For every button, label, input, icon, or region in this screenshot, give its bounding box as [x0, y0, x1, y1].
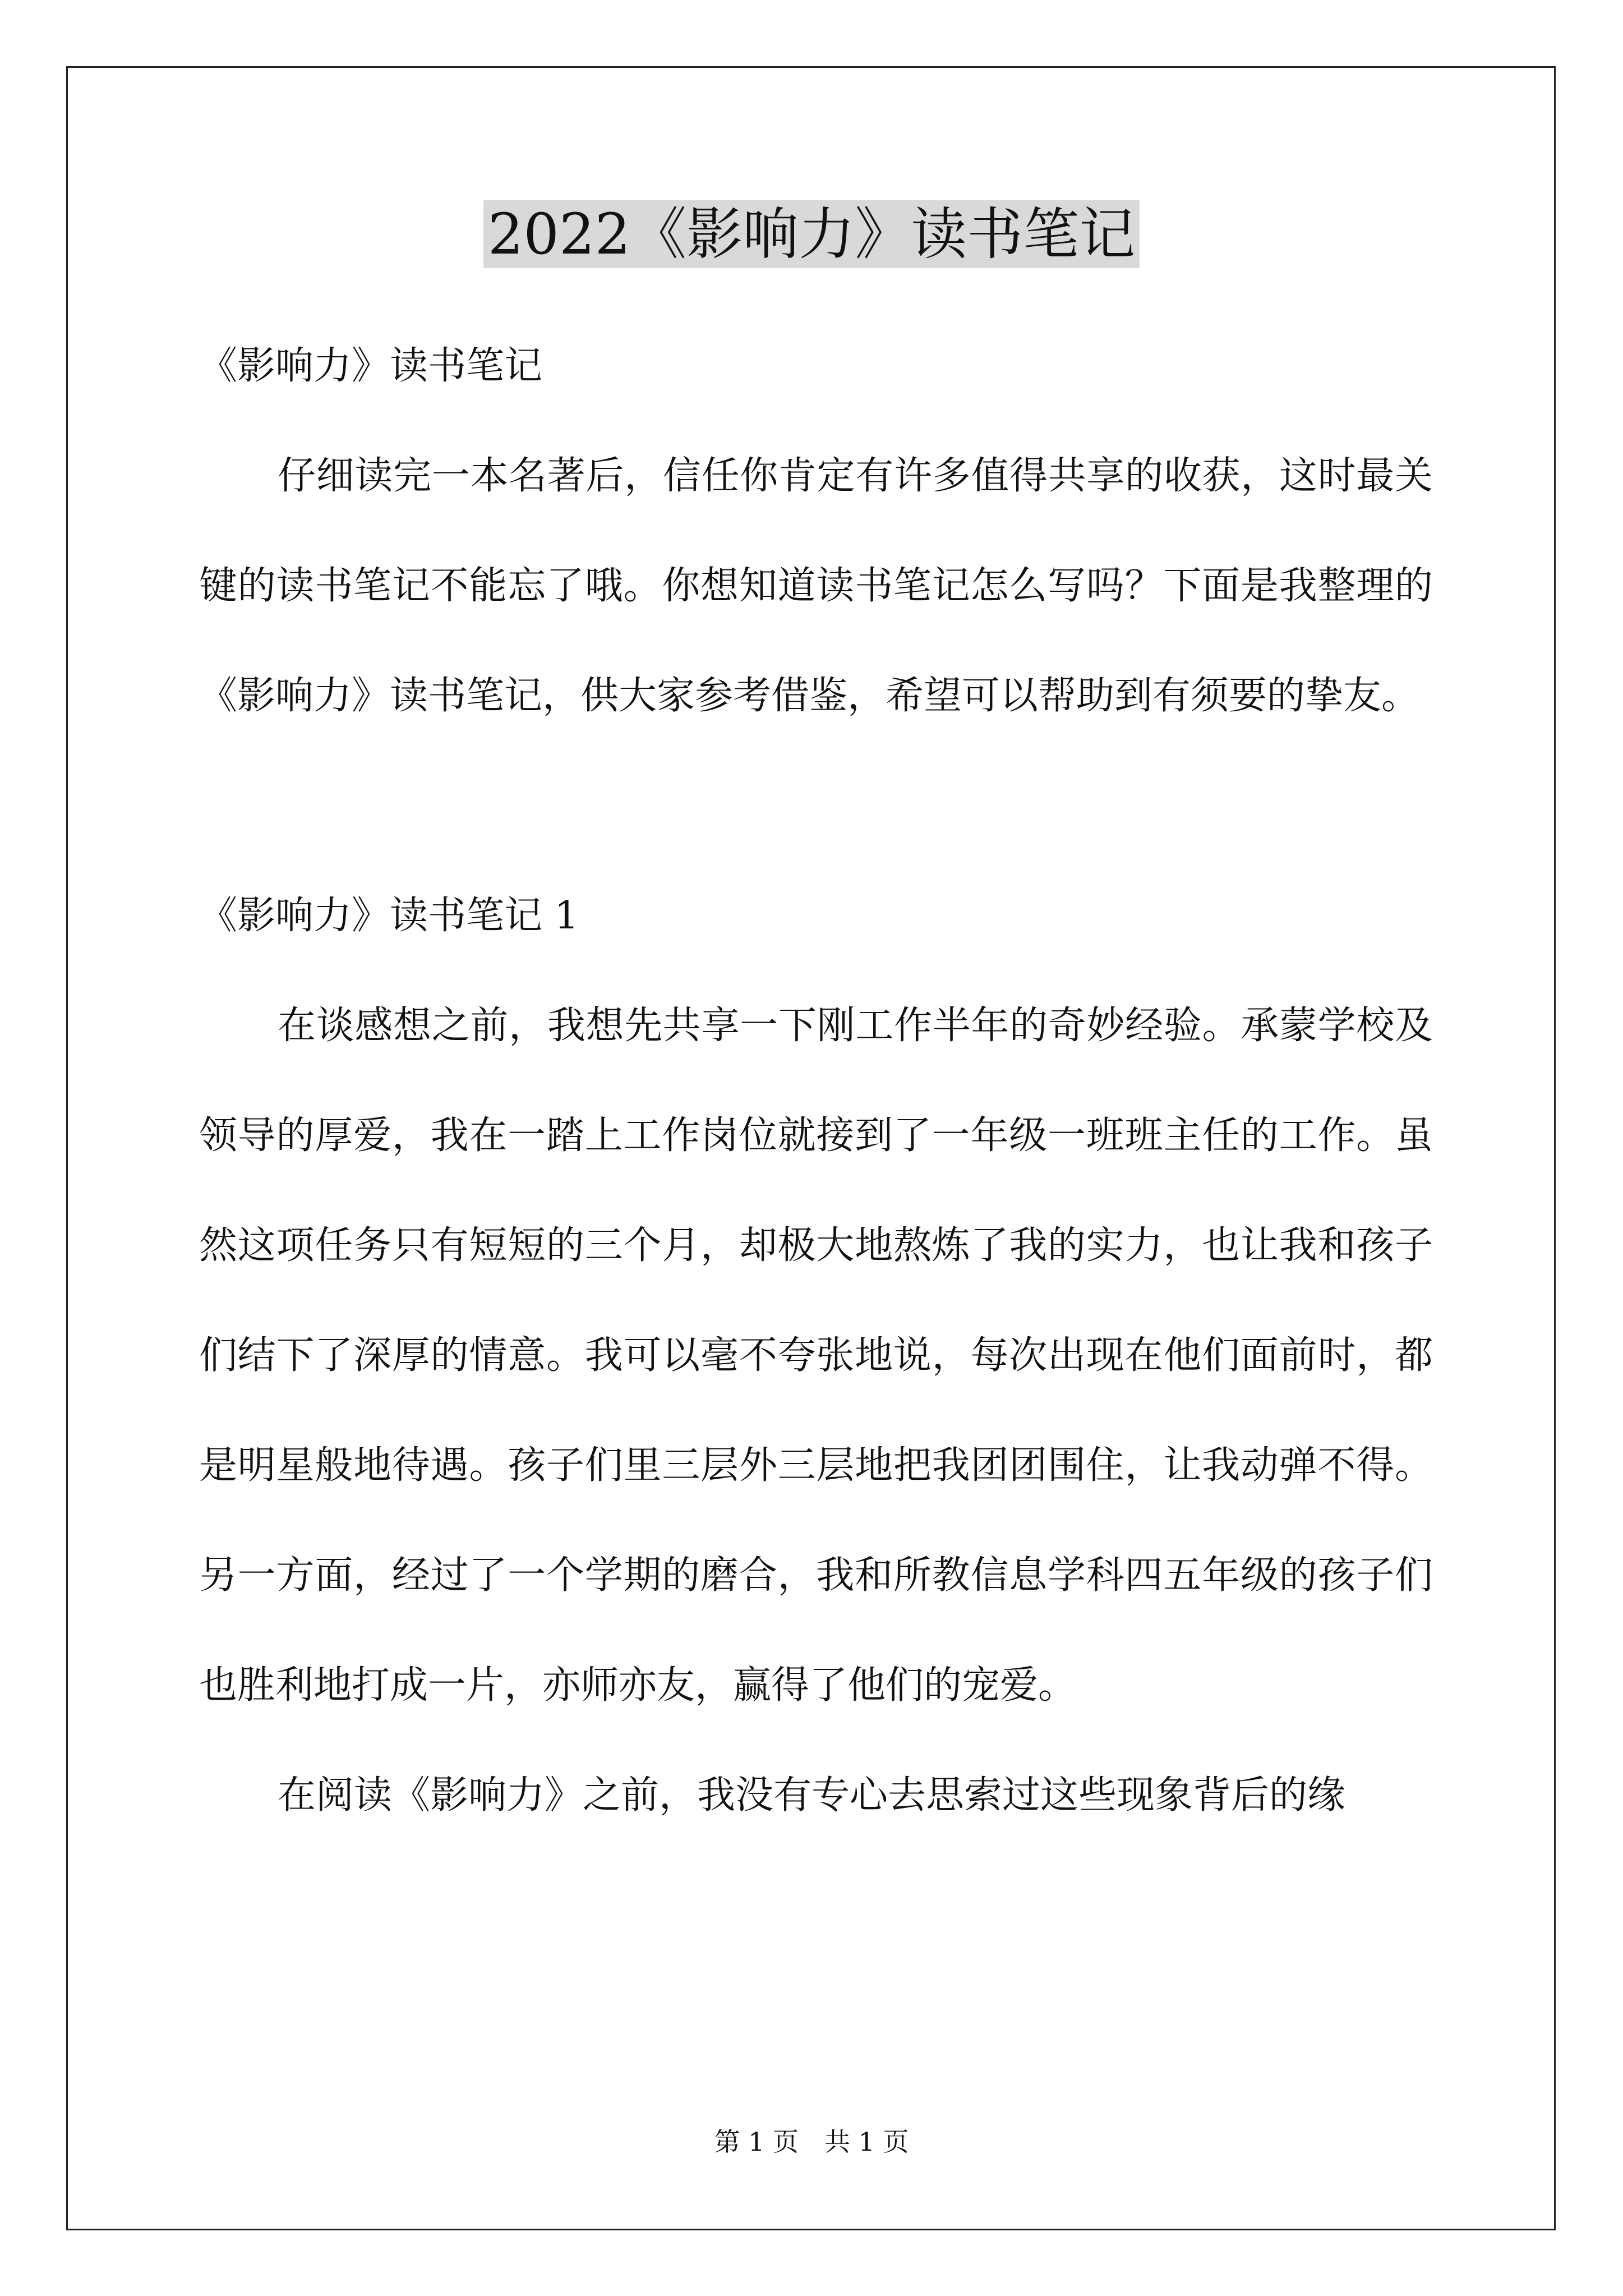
- document-title: [0, 195, 1623, 274]
- document-title-text: 2022《影响力》读书笔记: [483, 200, 1140, 268]
- page-footer: 第 1 页 共 1 页: [714, 2127, 909, 2157]
- section-gap: [199, 751, 1433, 861]
- subheading-1: 《影响力》读书笔记: [199, 344, 543, 388]
- paragraph-1: 在谈感想之前，我想先共享一下刚工作半年的奇妙经验。承蒙学校及领导的厚爱，我在一踏上工作岗位就接到了一年级一班班主任的工作。虽然这项任务只有短短的三个月，却极大地熬炼了我的实力，也让我和孩子们结下了深厚的情意。我可以毫不夸张地说，每次出现在他们面前时，都是明星般地待遇。孩子们里三层外三层地把我团团围住，让我动弹不得。另一方面，经过了一个学期的磨合，我和所教信息学科四五年级的孩子们也胜利地打成一片，亦师亦友，赢得了他们的宠爱。: [199, 1004, 1433, 1708]
- paragraph-2: 在阅读《影响力》之前，我没有专心去思索过这些现象背后的缘: [278, 1773, 1346, 1818]
- intro-paragraph: 仔细读完一本名著后，信任你肯定有许多值得共享的收获，这时最关键的读书笔记不能忘了哦。你想知道读书笔记怎么写吗？下面是我整理的《影响力》读书笔记，供大家参考借鉴，希望可以帮助到有须要的挚友。: [199, 454, 1433, 718]
- document-body: [199, 311, 1433, 1851]
- subheading-2: 《影响力》读书笔记 1: [199, 894, 579, 938]
